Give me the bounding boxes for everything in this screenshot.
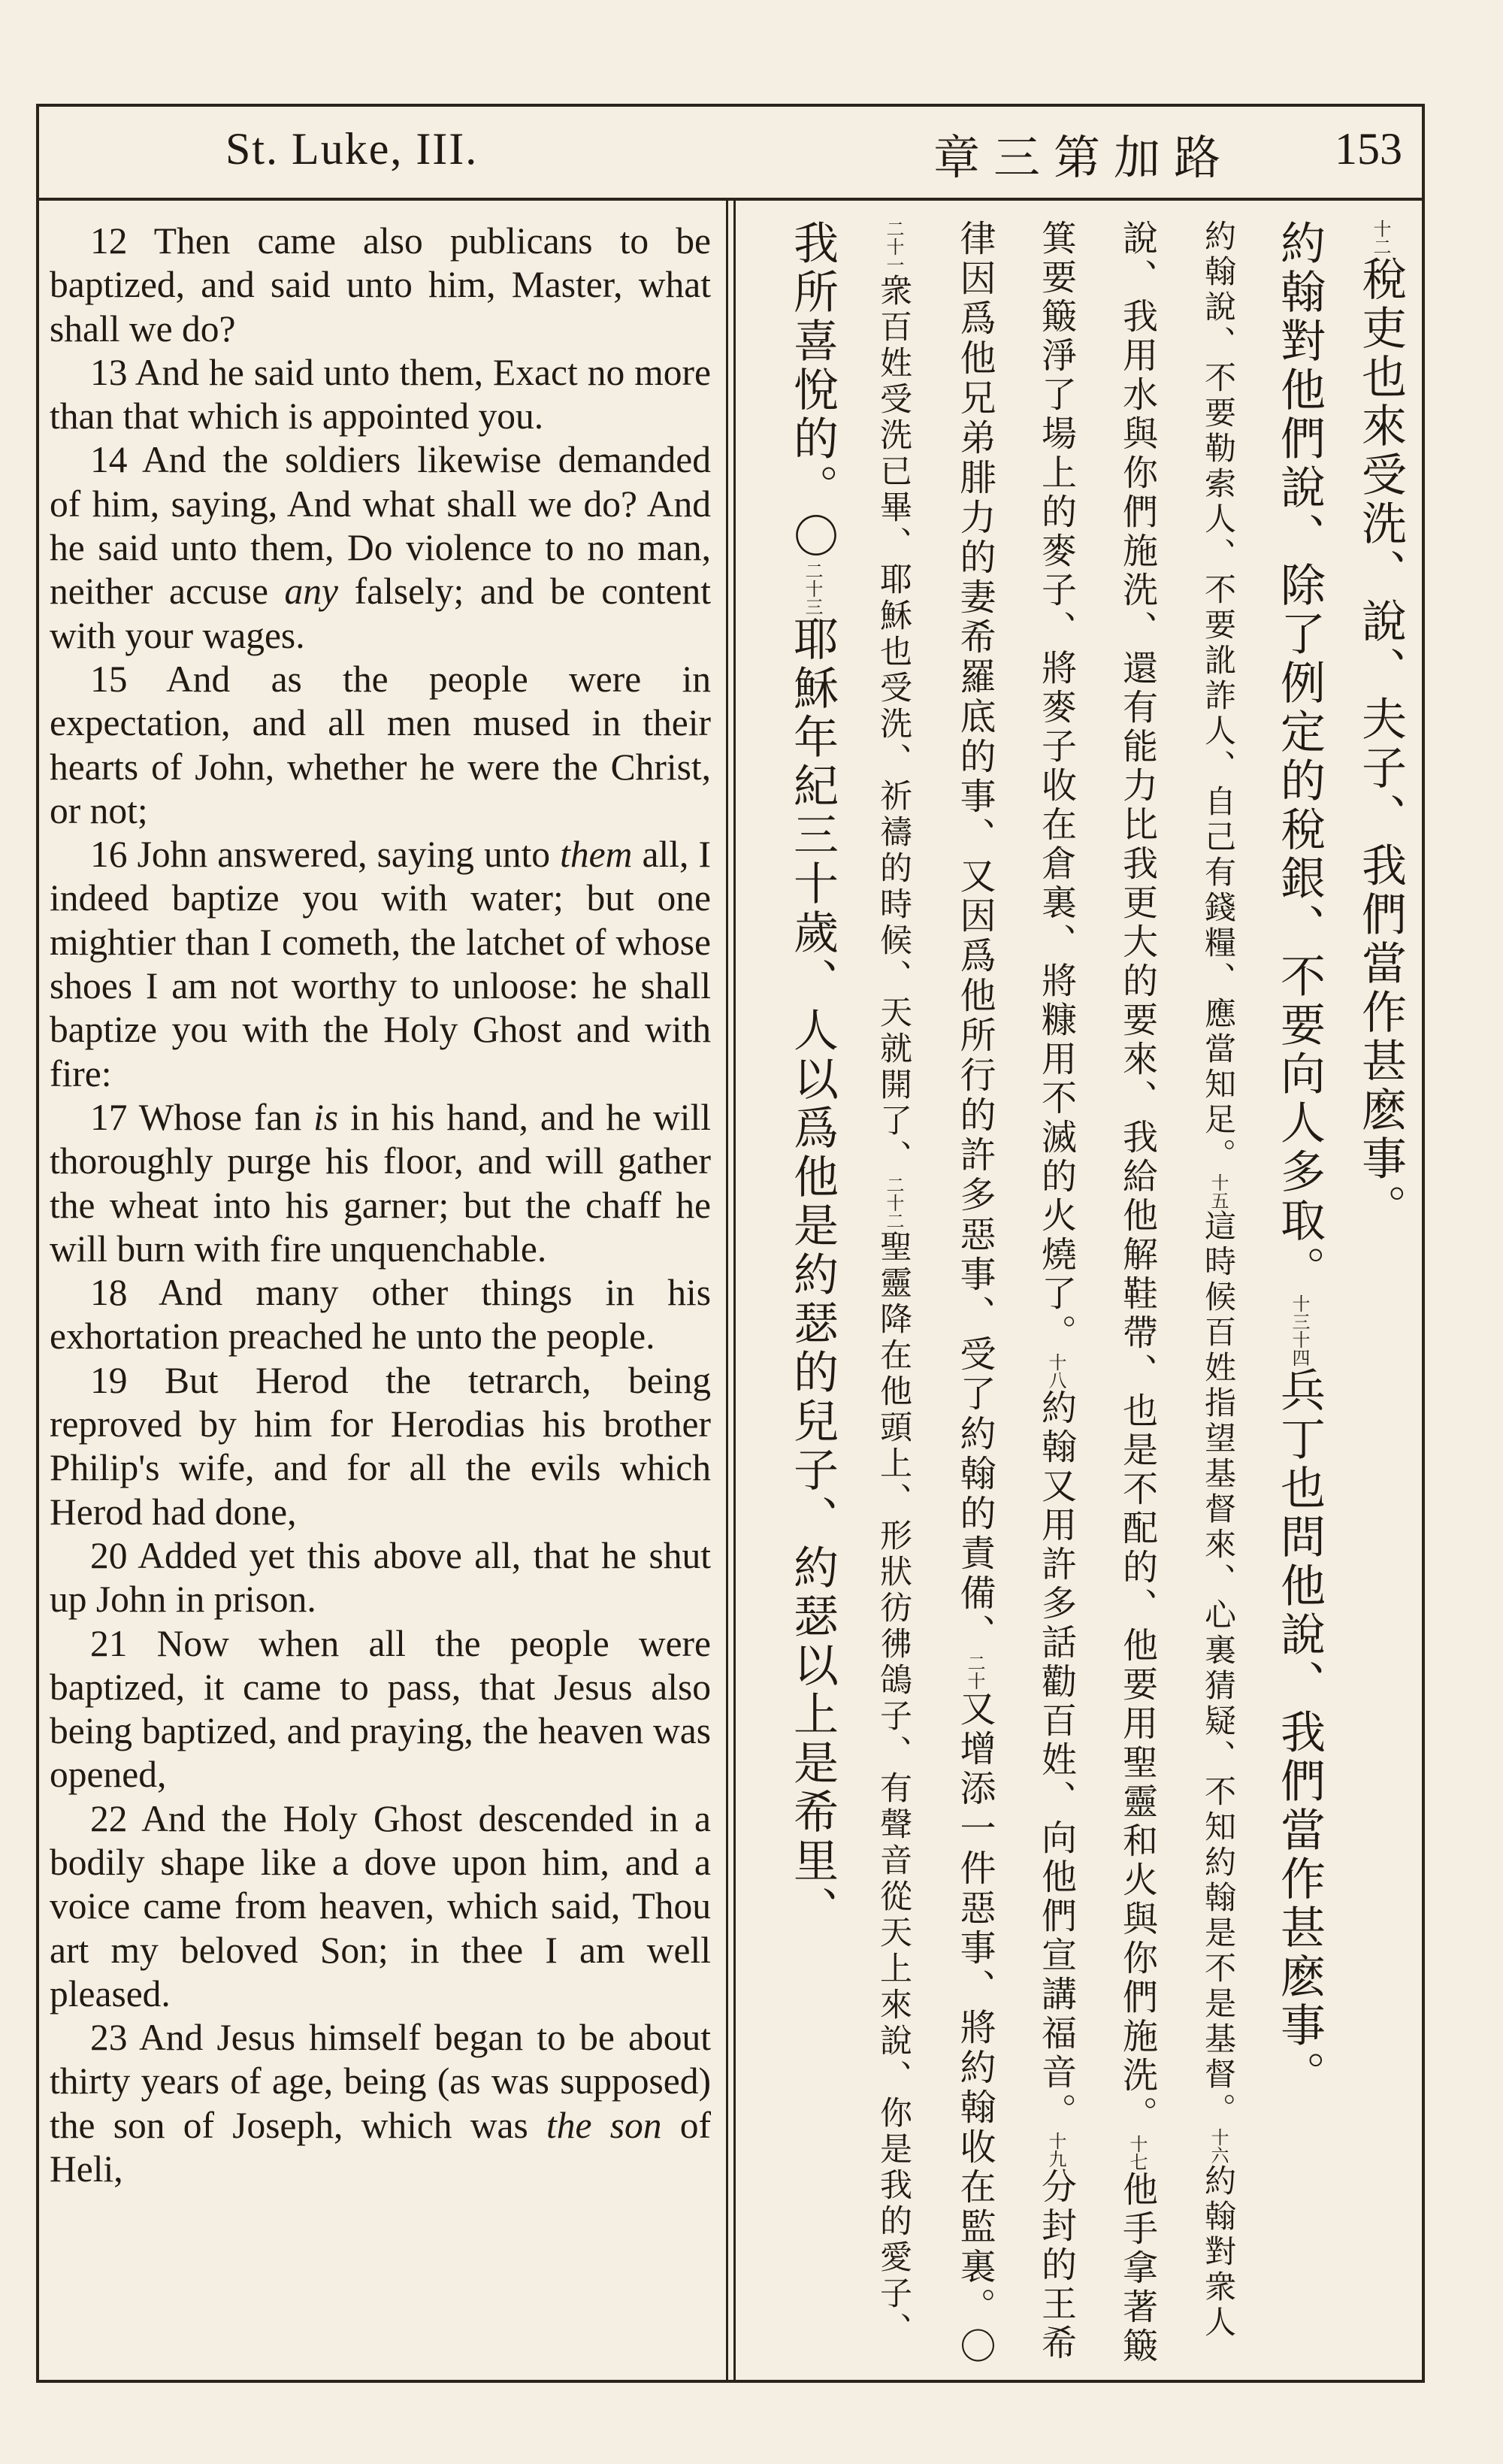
chinese-line-6: 律因爲他兄弟腓力的妻希羅底的事、又因爲他所行的許多惡事、受了約翰的責備、二十又增添一件惡事、將約翰收在監裏。〇 [954, 219, 996, 2367]
column-divider [726, 201, 728, 2380]
verse-17: 17 Whose fan is in his hand, and he will thoroughly purge his floor, and will gather the wheat into his garner; but the chaff he will burn with fire unquenchable. [50, 1096, 712, 1270]
chinese-line-8: 我所喜悅的。〇二十三耶穌年紀三十歲、人以爲他是約瑟的兒子、約瑟以上是希里、 [786, 219, 839, 1935]
chinese-line-3-end: 約翰對衆人 [1200, 2164, 1237, 2341]
chinese-line-5-end: 分封的王希 [1036, 2168, 1077, 2363]
chinese-line-3: 約翰說、不要勒索人、不要訛詐人、自己有錢糧、應當知足。十五這時候百姓指望基督來、心裏猜疑、不知約翰是不是基督。十六約翰對衆人 [1200, 219, 1237, 2341]
chinese-verse-num-19: 十九 [1045, 2132, 1066, 2168]
english-text-column [50, 219, 711, 2191]
chinese-line-2: 約翰對他們說、除了例定的稅銀、不要向人多取。十三十四兵丁也問他說、我們當作甚麽事。 [1273, 219, 1326, 2099]
chinese-verse-num-16: 十六 [1208, 2128, 1229, 2164]
verse-22: 22 And the Holy Ghost descended in a bodily shape like a dove upon him, and a voice came from heaven, which said, Thou art my beloved Son; in thee I am well pleased. [50, 1797, 711, 2014]
verse-16: 16 John answered, saying unto them all, I indeed baptize you with water; but one mightier than I cometh, the latchet of whose shoes I am not worthy to unloose: he shall baptize you with the Holy Ghost and with fire: [50, 834, 711, 1094]
verse-14: 14 And the soldiers likewise demanded of him, saying, And what shall we do? And he said unto them, Do violence to no man, neither accuse any falsely; and be content with your wages. [50, 439, 711, 656]
chinese-line-1: 十二稅吏也來受洗、說、夫子、我們當作甚麽事。 [1354, 219, 1407, 1233]
verse-18: 18 And many other things in his exhortation preached he unto the people. [50, 1272, 711, 1358]
verse-21: 21 Now when all the people were baptized, it came to pass, that Jesus also being baptized, and praying, the heaven was opened, [50, 1622, 711, 1796]
chinese-line-4: 說、我用水與你們施洗、還有能力比我更大的要來、我給他解鞋帶、也是不配的、他要用聖靈和火與你們施洗。十七他手拿著簸 [1117, 219, 1158, 2366]
book-chapter-title: St. Luke, III. [225, 124, 479, 174]
chinese-verse-num-12: 十三 [1289, 1294, 1310, 1330]
page-frame [36, 104, 1425, 2383]
chinese-chapter-title: 章三第加路 [933, 130, 1235, 185]
chinese-line-7: 二十一衆百姓受洗已畢、耶穌也受洗、祈禱的時候、天就開了、二十二聖靈降在他頭上、形狀彷彿鴿子、有聲音從天上來說、你是我的愛子、 [875, 219, 912, 2348]
verse-13: 13 And he said unto them, Exact no more than that which is appointed you. [50, 351, 711, 437]
verse-19: 19 But Herod the tetrarch, being reproved by him for Herodias his brother Philip's wife, and for all the evils which Herod had done, [50, 1359, 711, 1533]
verse-23: 23 And Jesus himself began to be about thirty years of age, being (as was supposed) the son of Joseph, which was the son of Heli, [50, 2017, 711, 2190]
running-header [39, 107, 1422, 201]
chinese-line-5: 箕要簸淨了場上的麥子、將麥子收在倉裏、將糠用不滅的火燒了。十八約翰又用許多話勸百姓、向他們宣講福音。十九分封的王希 [1036, 219, 1077, 2363]
chinese-text-column [750, 219, 1411, 2369]
verse-20: 20 Added yet this above all, that he shut up John in prison. [50, 1534, 711, 1621]
column-divider-inner [733, 201, 736, 2380]
verse-15: 15 And as the people were in expectation, and all men mused in their hearts of John, whether he were the Christ, or not; [50, 658, 711, 831]
verse-12: 12 Then came also publicans to be baptized, and said unto him, Master, what shall we do? [50, 220, 711, 350]
page-number: 153 [1335, 124, 1402, 174]
